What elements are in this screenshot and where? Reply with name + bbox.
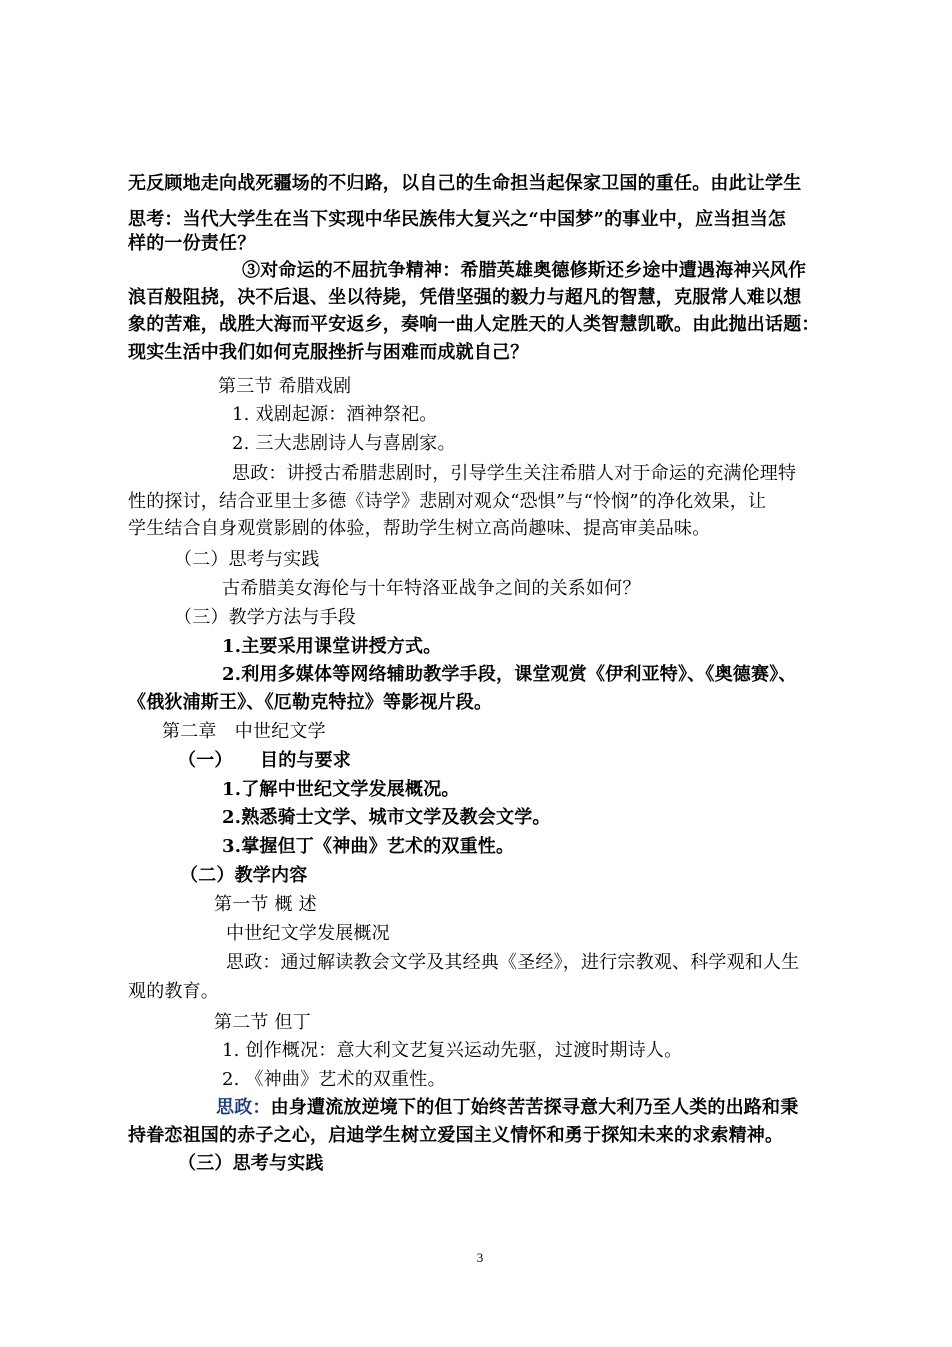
section-heading: 第一节 概 述 <box>214 894 317 915</box>
list-item: 2.熟悉骑士文学、城市文学及教会文学。 <box>222 807 551 828</box>
paragraph-line: 象的苦难，战胜大海而平安返乡，奏响一曲人定胜天的人类智慧凯歌。由此抛出话题： <box>128 314 820 335</box>
paragraph-line: 持眷恋祖国的赤子之心，启迪学生树立爱国主义情怀和勇于探知未来的求索精神。 <box>128 1125 784 1146</box>
paragraph-text: 由身遭流放逆境下的但丁始终苦苦探寻意大利乃至人类的出路和秉 <box>270 1097 799 1118</box>
paragraph-line: 性的探讨，结合亚里士多德《诗学》悲剧对观众“恐惧”与“怜悯”的净化效果，让 <box>128 491 767 512</box>
paragraph-line: 无反顾地走向战死疆场的不归路，以自己的生命担当起保家卫国的重任。由此让学生 <box>128 173 802 194</box>
section-heading: 第三节 希腊戏剧 <box>218 376 352 397</box>
subsection-heading: （二）教学内容 <box>180 865 308 886</box>
ideology-label: 思政： <box>216 1097 271 1118</box>
list-item: 2. 《神曲》艺术的双重性。 <box>222 1069 446 1090</box>
paragraph-line: 思考：当代大学生在当下实现中华民族伟大复兴之“中国梦”的事业中，应当担当怎 <box>128 209 787 230</box>
page-number: 3 <box>476 1250 484 1265</box>
paragraph-line: 《俄狄浦斯王》、《厄勒克特拉》等影视片段。 <box>128 692 493 713</box>
paragraph-line: 中世纪文学发展概况 <box>226 923 390 944</box>
list-item: 1. 戏剧起源：酒神祭祀。 <box>232 404 438 425</box>
list-item: 3.掌握但丁《神曲》艺术的双重性。 <box>222 836 515 857</box>
paragraph-line: 思政：通过解读教会文学及其经典《圣经》，进行宗教观、科学观和人生 <box>226 952 800 973</box>
paragraph-line: 古希腊美女海伦与十年特洛亚战争之间的关系如何？ <box>222 578 641 599</box>
section-heading: 第二节 但丁 <box>214 1012 311 1033</box>
paragraph-line: 观的教育。 <box>128 981 219 1002</box>
subsection-heading: （一） 目的与要求 <box>178 750 351 771</box>
list-item: 1.主要采用课堂讲授方式。 <box>222 636 442 657</box>
list-item: 1. 创作概况：意大利文艺复兴运动先驱，过渡时期诗人。 <box>222 1040 683 1061</box>
list-item: 2. 三大悲剧诗人与喜剧家。 <box>232 433 456 454</box>
subsection-heading: （二）思考与实践 <box>174 549 320 570</box>
paragraph-line: 现实生活中我们如何克服挫折与困难而成就自己？ <box>128 342 529 363</box>
chapter-heading: 第二章 中世纪文学 <box>162 721 326 742</box>
list-item: 2.利用多媒体等网络辅助教学手段，课堂观赏《伊利亚特》、《奥德赛》、 <box>222 664 797 685</box>
subsection-heading: （三）思考与实践 <box>178 1153 324 1174</box>
paragraph-line <box>216 1096 798 1120</box>
paragraph-line: 思政：讲授古希腊悲剧时，引导学生关注希腊人对于命运的充满伦理特 <box>232 463 797 484</box>
list-item: 1.了解中世纪文学发展概况。 <box>222 779 460 800</box>
paragraph-line: ③对命运的不屈抗争精神：希腊英雄奥德修斯还乡途中遭遇海神兴风作 <box>242 260 807 281</box>
subsection-heading: （三）教学方法与手段 <box>174 607 356 628</box>
paragraph-line: 学生结合自身观赏影剧的体验，帮助学生树立高尚趣味、提高审美品味。 <box>128 518 711 539</box>
paragraph-line: 浪百般阻挠，决不后退、坐以待毙，凭借坚强的毅力与超凡的智慧，克服常人难以想 <box>128 287 802 308</box>
paragraph-line: 样的一份责任？ <box>128 233 256 254</box>
